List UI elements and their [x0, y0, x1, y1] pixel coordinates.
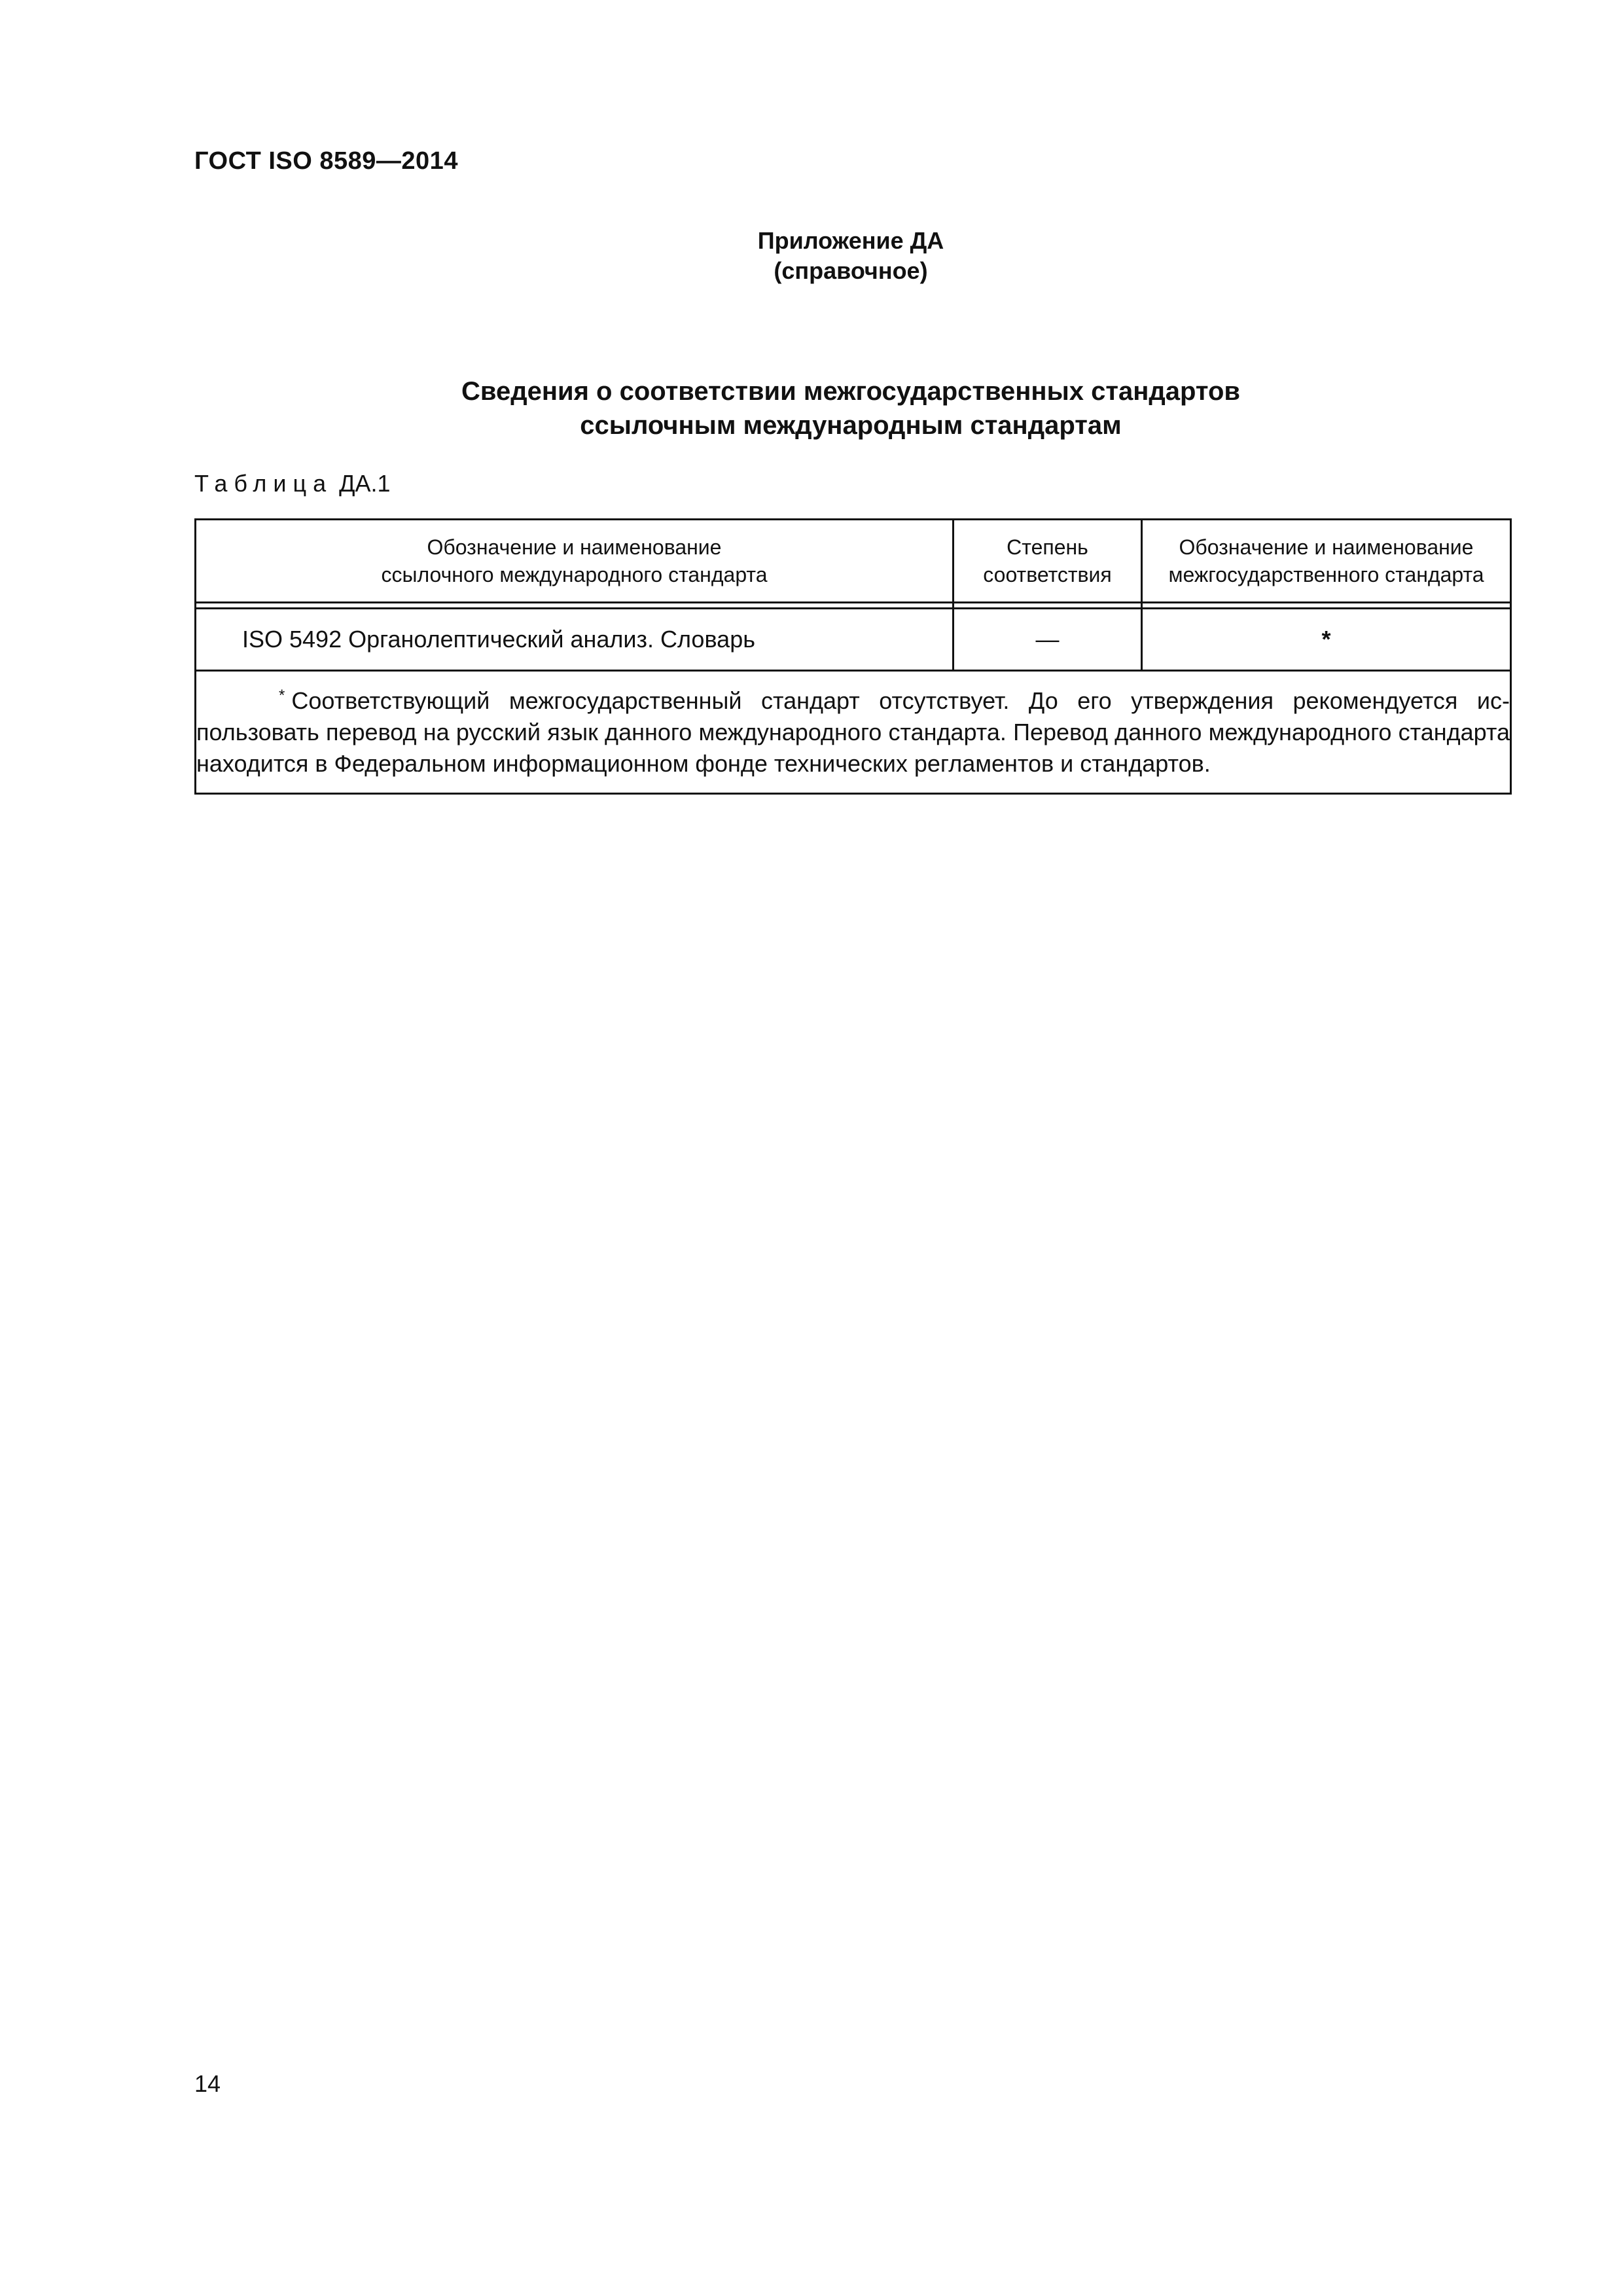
correspondence-table: [194, 518, 1512, 795]
appendix-heading: [720, 226, 982, 286]
section-title-line-1: Сведения о соответствии межгосударственных стандартов: [461, 377, 1240, 406]
cell-international-standard: ISO 5492 Органолептический анализ. Словарь: [196, 609, 954, 671]
rule-cell: [954, 603, 1142, 609]
table-caption-number: ДА.1: [332, 470, 391, 497]
column-header-line: Степень: [1007, 535, 1088, 559]
column-header-line: Обозначение и наименование: [427, 535, 722, 559]
column-header-line: Обозначение и наименование: [1179, 535, 1474, 559]
header-double-rule: [196, 603, 1511, 609]
column-header-line: соответствия: [983, 563, 1112, 586]
column-header-international: [196, 520, 954, 603]
table-caption-word: Таблица: [194, 470, 333, 497]
cell-interstate-standard: *: [1142, 609, 1511, 671]
table-header-row: [196, 520, 1511, 603]
column-header-interstate: [1142, 520, 1511, 603]
section-title-line-2: ссылочным международным стандартам: [580, 411, 1122, 440]
rule-cell: [196, 603, 954, 609]
column-header-line: ссылочного международного стандарта: [381, 563, 768, 586]
column-header-degree: [954, 520, 1142, 603]
rule-cell: [1142, 603, 1511, 609]
appendix-title: Приложение ДА: [757, 227, 944, 254]
section-title: [393, 374, 1309, 442]
table-row: [196, 609, 1511, 671]
page-number: 14: [194, 2070, 221, 2097]
table-footnote: [196, 671, 1511, 794]
appendix-kind: (справочное): [774, 257, 928, 284]
table-footnote-row: [196, 671, 1511, 794]
footnote-mark: *: [279, 686, 285, 704]
column-header-line: межгосударственного стандарта: [1168, 563, 1484, 586]
cell-degree: —: [954, 609, 1142, 671]
document-code: ГОСТ ISO 8589—2014: [194, 147, 458, 175]
table-caption: [194, 470, 391, 497]
footnote-text: Соответствующий межгосударственный стандарт отсутствует. До его утверждения рекомендуется ис-пользовать перевод на русский язык данного международного стандарта. Перевод данного международного стандарта находится в Федеральном информационном фонде технических регламентов и стандартов.: [196, 687, 1510, 777]
